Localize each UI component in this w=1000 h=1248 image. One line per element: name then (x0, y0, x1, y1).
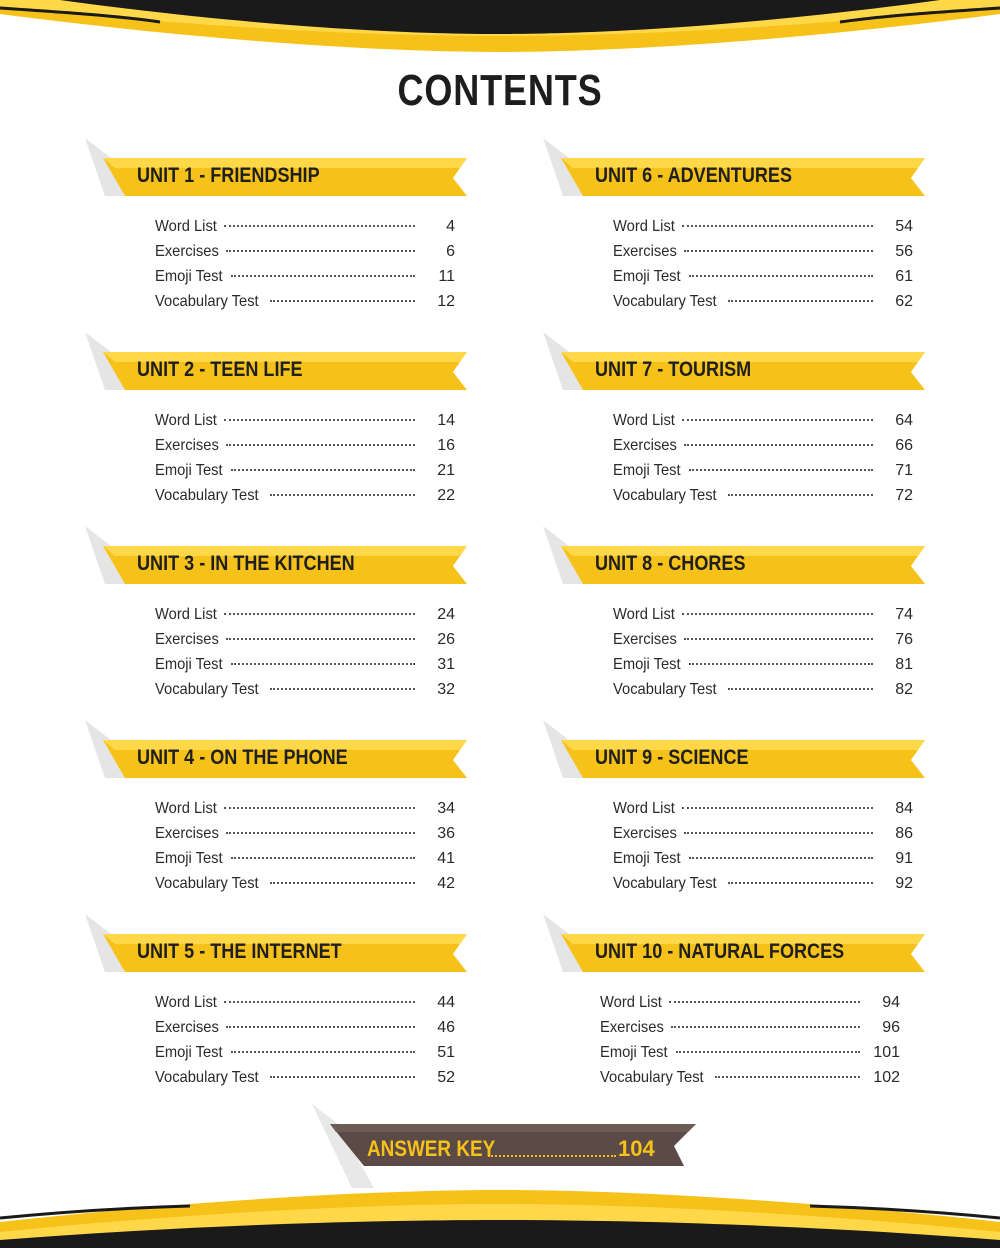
unit-entries (613, 408, 913, 508)
entry-page-number: 96 (882, 1019, 900, 1036)
toc-entry-vocabulary-test[interactable] (613, 871, 913, 896)
unit-title: UNIT 10 - NATURAL FORCES (595, 940, 845, 963)
unit-block-10 (543, 914, 943, 1104)
entry-label: Vocabulary Test (613, 681, 717, 698)
leader-dots (728, 494, 873, 496)
leader-dots (684, 444, 873, 446)
entry-page-number: 74 (895, 606, 913, 623)
unit-title: UNIT 1 - FRIENDSHIP (137, 164, 320, 187)
toc-entry-word-list[interactable] (155, 796, 455, 821)
entry-label: Exercises (600, 1019, 664, 1036)
entry-page-number: 52 (437, 1069, 455, 1086)
entry-page-number: 11 (438, 268, 455, 285)
toc-entry-emoji-test[interactable] (155, 1040, 455, 1065)
entry-label: Vocabulary Test (600, 1069, 704, 1086)
unit-entries (613, 214, 913, 314)
toc-entry-vocabulary-test[interactable] (155, 289, 455, 314)
toc-entry-emoji-test[interactable] (155, 846, 455, 871)
entry-page-number: 76 (895, 631, 913, 648)
entry-page-number: 64 (895, 412, 913, 429)
entry-label: Exercises (613, 631, 677, 648)
unit-block-2 (85, 332, 485, 522)
entry-page-number: 12 (437, 293, 455, 310)
unit-banner (543, 720, 933, 780)
entry-page-number: 102 (873, 1069, 900, 1086)
toc-entry-word-list[interactable] (155, 990, 455, 1015)
unit-block-8 (543, 526, 943, 716)
entry-page-number: 84 (895, 800, 913, 817)
unit-title: UNIT 2 - TEEN LIFE (137, 358, 303, 381)
entry-label: Word List (155, 994, 217, 1011)
leader-dots (224, 419, 415, 421)
leader-dots (224, 225, 415, 227)
toc-entry-vocabulary-test[interactable] (155, 1065, 455, 1090)
entry-page-number: 41 (437, 850, 455, 867)
entry-page-number: 86 (895, 825, 913, 842)
entry-label: Emoji Test (155, 656, 223, 673)
unit-banner (85, 332, 475, 392)
unit-entries (613, 602, 913, 702)
toc-entry-exercises[interactable] (613, 239, 913, 264)
entry-label: Emoji Test (613, 268, 681, 285)
leader-dots (488, 1155, 616, 1157)
toc-entry-word-list[interactable] (613, 214, 913, 239)
toc-entry-word-list[interactable] (155, 602, 455, 627)
unit-title: UNIT 3 - IN THE KITCHEN (137, 552, 355, 575)
unit-banner (85, 914, 475, 974)
leader-dots (689, 275, 873, 277)
entry-label: Emoji Test (155, 462, 223, 479)
toc-entry-exercises[interactable] (613, 821, 913, 846)
toc-entry-emoji-test[interactable] (613, 652, 913, 677)
entry-page-number: 91 (895, 850, 913, 867)
unit-block-6 (543, 138, 943, 328)
unit-block-9 (543, 720, 943, 910)
leader-dots (689, 663, 873, 665)
toc-entry-exercises[interactable] (155, 239, 455, 264)
entry-label: Word List (613, 800, 675, 817)
unit-entries (155, 602, 455, 702)
leader-dots (689, 857, 873, 859)
entry-label: Vocabulary Test (155, 487, 259, 504)
leader-dots (231, 1051, 415, 1053)
unit-title: UNIT 8 - CHORES (595, 552, 746, 575)
toc-entry-exercises[interactable] (600, 1015, 900, 1040)
answer-key-label: ANSWER KEY (367, 1136, 496, 1161)
unit-banner (543, 526, 933, 586)
entry-label: Exercises (613, 825, 677, 842)
leader-dots (224, 613, 415, 615)
entry-label: Emoji Test (613, 656, 681, 673)
leader-dots (728, 882, 873, 884)
entry-page-number: 92 (895, 875, 913, 892)
entry-page-number: 51 (437, 1044, 455, 1061)
leader-dots (226, 250, 415, 252)
leader-dots (684, 638, 873, 640)
leader-dots (231, 275, 415, 277)
entry-page-number: 42 (437, 875, 455, 892)
toc-entry-exercises[interactable] (155, 821, 455, 846)
leader-dots (224, 1001, 415, 1003)
toc-entry-vocabulary-test[interactable] (155, 483, 455, 508)
toc-entry-emoji-test[interactable] (155, 652, 455, 677)
entry-label: Vocabulary Test (155, 681, 259, 698)
leader-dots (226, 638, 415, 640)
unit-entries (155, 990, 455, 1090)
bottom-wave-decoration (0, 1178, 1000, 1248)
answer-key-page-number: 104 (618, 1136, 655, 1161)
unit-block-7 (543, 332, 943, 522)
leader-dots (682, 613, 873, 615)
entry-label: Exercises (155, 243, 219, 260)
entry-page-number: 94 (882, 994, 900, 1011)
entry-label: Emoji Test (613, 850, 681, 867)
toc-entry-emoji-test[interactable] (613, 458, 913, 483)
entry-label: Exercises (613, 243, 677, 260)
entry-page-number: 101 (873, 1044, 900, 1061)
entry-label: Exercises (155, 1019, 219, 1036)
toc-entry-emoji-test[interactable] (155, 458, 455, 483)
entry-label: Exercises (155, 437, 219, 454)
unit-title: UNIT 9 - SCIENCE (595, 746, 749, 769)
toc-entry-word-list[interactable] (155, 214, 455, 239)
page-title: CONTENTS (397, 66, 603, 115)
toc-entry-vocabulary-test[interactable] (613, 289, 913, 314)
unit-banner (543, 914, 933, 974)
toc-entry-vocabulary-test[interactable] (613, 677, 913, 702)
leader-dots (682, 225, 873, 227)
toc-entry-word-list[interactable] (155, 408, 455, 433)
entry-label: Word List (155, 412, 217, 429)
leader-dots (669, 1001, 860, 1003)
unit-title: UNIT 5 - THE INTERNET (137, 940, 342, 963)
leader-dots (684, 832, 873, 834)
leader-dots (684, 250, 873, 252)
entry-label: Exercises (155, 631, 219, 648)
leader-dots (689, 469, 873, 471)
top-wave-decoration (0, 0, 1000, 70)
entry-label: Vocabulary Test (155, 293, 259, 310)
unit-entries (155, 408, 455, 508)
entry-label: Word List (613, 218, 675, 235)
unit-block-1 (85, 138, 485, 328)
toc-entry-emoji-test[interactable] (613, 264, 913, 289)
entry-page-number: 54 (895, 218, 913, 235)
toc-entry-vocabulary-test[interactable] (155, 871, 455, 896)
unit-title: UNIT 6 - ADVENTURES (595, 164, 793, 187)
toc-entry-vocabulary-test[interactable] (600, 1065, 900, 1090)
unit-banner (85, 138, 475, 198)
unit-banner (85, 720, 475, 780)
toc-entry-word-list[interactable] (613, 796, 913, 821)
entry-page-number: 71 (895, 462, 913, 479)
unit-entries (600, 990, 900, 1090)
unit-entries (613, 796, 913, 896)
toc-entry-exercises[interactable] (613, 627, 913, 652)
toc-entry-word-list[interactable] (600, 990, 900, 1015)
leader-dots (682, 419, 873, 421)
entry-label: Emoji Test (613, 462, 681, 479)
unit-banner (85, 526, 475, 586)
entry-label: Word List (155, 606, 217, 623)
entry-label: Word List (600, 994, 662, 1011)
leader-dots (682, 807, 873, 809)
entry-page-number: 34 (437, 800, 455, 817)
entry-label: Exercises (155, 825, 219, 842)
toc-entry-exercises[interactable] (155, 433, 455, 458)
leader-dots (270, 882, 415, 884)
unit-title: UNIT 7 - TOURISM (595, 358, 752, 381)
leader-dots (226, 1026, 415, 1028)
unit-entries (155, 796, 455, 896)
entry-label: Word List (613, 606, 675, 623)
toc-entry-exercises[interactable] (155, 1015, 455, 1040)
leader-dots (224, 807, 415, 809)
leader-dots (728, 300, 873, 302)
unit-block-3 (85, 526, 485, 716)
entry-label: Vocabulary Test (155, 875, 259, 892)
toc-entry-vocabulary-test[interactable] (613, 483, 913, 508)
entry-label: Exercises (613, 437, 677, 454)
entry-label: Vocabulary Test (155, 1069, 259, 1086)
leader-dots (715, 1076, 860, 1078)
entry-page-number: 14 (437, 412, 455, 429)
unit-banner (543, 332, 933, 392)
leader-dots (226, 832, 415, 834)
entry-page-number: 16 (437, 437, 455, 454)
toc-entry-vocabulary-test[interactable] (155, 677, 455, 702)
entry-label: Emoji Test (155, 850, 223, 867)
unit-block-4 (85, 720, 485, 910)
toc-entry-word-list[interactable] (613, 408, 913, 433)
entry-label: Emoji Test (600, 1044, 668, 1061)
leader-dots (270, 300, 415, 302)
entry-page-number: 62 (895, 293, 913, 310)
entry-page-number: 61 (895, 268, 913, 285)
entry-label: Vocabulary Test (613, 293, 717, 310)
entry-page-number: 36 (437, 825, 455, 842)
toc-entry-emoji-test[interactable] (600, 1040, 900, 1065)
entry-label: Vocabulary Test (613, 875, 717, 892)
leader-dots (231, 663, 415, 665)
entry-page-number: 32 (437, 681, 455, 698)
toc-entry-word-list[interactable] (613, 602, 913, 627)
unit-entries (155, 214, 455, 314)
entry-page-number: 82 (895, 681, 913, 698)
leader-dots (226, 444, 415, 446)
toc-entry-exercises[interactable] (155, 627, 455, 652)
entry-label: Emoji Test (155, 1044, 223, 1061)
toc-entry-emoji-test[interactable] (613, 846, 913, 871)
toc-entry-exercises[interactable] (613, 433, 913, 458)
entry-page-number: 31 (437, 656, 455, 673)
leader-dots (270, 688, 415, 690)
unit-banner (543, 138, 933, 198)
entry-page-number: 46 (437, 1019, 455, 1036)
leader-dots (671, 1026, 860, 1028)
entry-page-number: 26 (437, 631, 455, 648)
entry-label: Emoji Test (155, 268, 223, 285)
entry-label: Word List (155, 218, 217, 235)
leader-dots (231, 857, 415, 859)
entry-page-number: 24 (437, 606, 455, 623)
entry-label: Word List (613, 412, 675, 429)
unit-title: UNIT 4 - ON THE PHONE (137, 746, 348, 769)
entry-page-number: 4 (446, 218, 455, 235)
unit-block-5 (85, 914, 485, 1104)
entry-page-number: 81 (895, 656, 913, 673)
entry-page-number: 6 (446, 243, 455, 260)
leader-dots (270, 1076, 415, 1078)
leader-dots (231, 469, 415, 471)
entry-page-number: 66 (895, 437, 913, 454)
entry-page-number: 22 (437, 487, 455, 504)
toc-entry-emoji-test[interactable] (155, 264, 455, 289)
entry-label: Word List (155, 800, 217, 817)
entry-page-number: 44 (437, 994, 455, 1011)
leader-dots (676, 1051, 860, 1053)
entry-page-number: 72 (895, 487, 913, 504)
entry-page-number: 56 (895, 243, 913, 260)
leader-dots (270, 494, 415, 496)
entry-label: Vocabulary Test (613, 487, 717, 504)
leader-dots (728, 688, 873, 690)
entry-page-number: 21 (437, 462, 455, 479)
